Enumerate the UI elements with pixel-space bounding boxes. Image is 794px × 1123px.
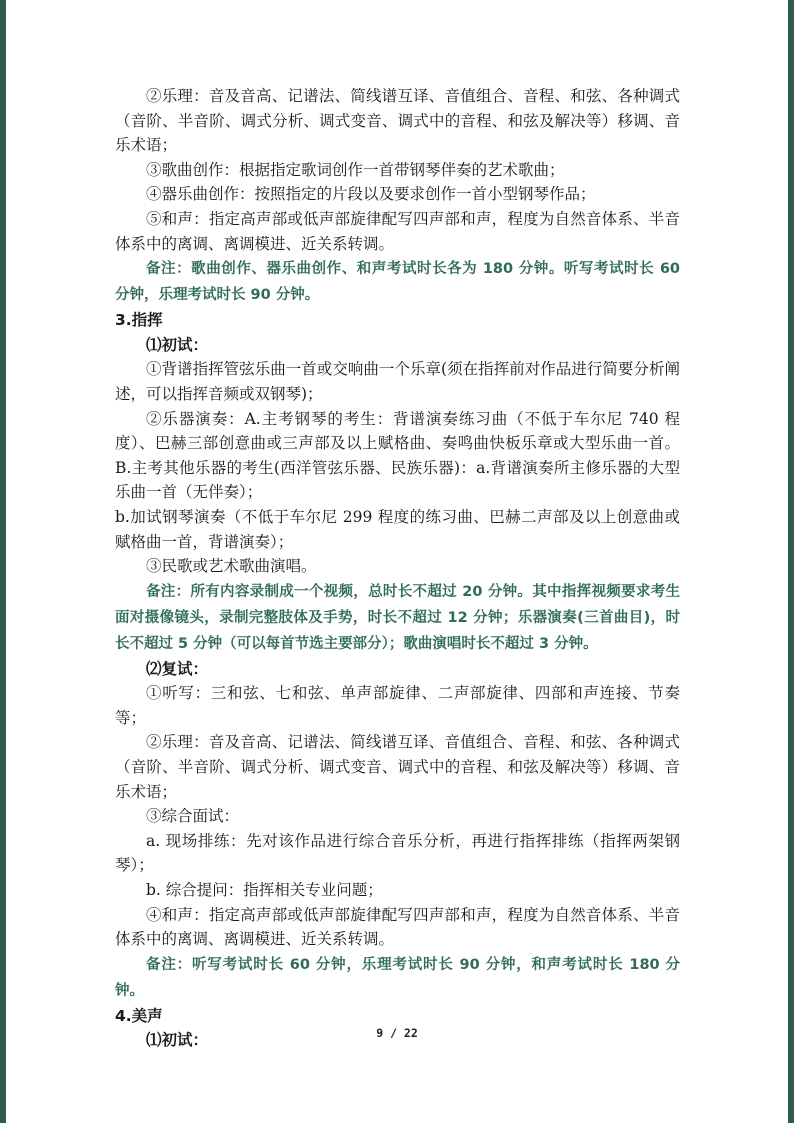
paragraph-music-theory: ②乐理：音及音高、记谱法、简线谱互译、音值组合、音程、和弦、各种调式（音阶、半音阶、调式分析、调式变音、调式中的音程、和弦及解决等）移调、音乐术语； bbox=[115, 87, 680, 155]
paragraph-rehearsal: a. 现场排练：先对该作品进行综合音乐分析，再进行指挥排练（指挥两架钢琴）； bbox=[115, 831, 680, 875]
page-border-right bbox=[788, 0, 794, 1123]
paragraph-folk-song: ③民歌或艺术歌曲演唱。 bbox=[146, 557, 317, 576]
note-video-recording: 备注：所有内容录制成一个视频，总时长不超过 20 分钟。其中指挥视频要求考生面对摄像镜头，录制完整肢体及手势，时长不超过 12 分钟；乐器演奏(三首曲目)，时长不超过 5 分钟（可以每首节选主要部分）；歌曲演唱时长不超过 3 分钟。 bbox=[115, 583, 680, 652]
paragraph-harmony: ⑤和声：指定高声部或低声部旋律配写四声部和声，程度为自然音体系、半音体系中的离调、离调模进、近关系转调。 bbox=[115, 209, 680, 253]
note-retest-duration: 备注：听写考试时长 60 分钟，乐理考试时长 90 分钟，和声考试时长 180 分钟。 bbox=[115, 956, 680, 999]
paragraph-conducting-item: ①背谱指挥管弦乐曲一首或交响曲一个乐章(须在指挥前对作品进行简要分析阐述，可以指挥音频或双钢琴)； bbox=[115, 360, 680, 403]
subheading-preliminary-2: ⑴初试： bbox=[146, 1031, 209, 1050]
page-number: 9 / 22 bbox=[376, 1026, 418, 1040]
document-page bbox=[115, 84, 680, 1053]
paragraph-music-theory-retest: ②乐理：音及音高、记谱法、简线谱互译、音值组合、音程、和弦、各种调式（音阶、半音阶、调式分析、调式变音、调式中的音程、和弦及解决等）移调、音乐术语； bbox=[115, 733, 680, 801]
paragraph-song-composition: ③歌曲创作：根据指定歌词创作一首带钢琴伴奏的艺术歌曲； bbox=[146, 160, 565, 179]
paragraph-interview: ③综合面试： bbox=[146, 807, 240, 826]
page-border-left bbox=[0, 0, 6, 1123]
paragraph-instrumental-composition: ④器乐曲创作：按照指定的片段以及要求创作一首小型钢琴作品； bbox=[146, 185, 596, 204]
section-heading-bel-canto: 4.美声 bbox=[115, 1006, 163, 1025]
paragraph-dictation: ①听写：三和弦、七和弦、单声部旋律、二声部旋律、四部和声连接、节奏等； bbox=[115, 684, 680, 727]
paragraph-instrument-performance: ②乐器演奏：A.主考钢琴的考生：背谱演奏练习曲（不低于车尔尼 740 程度）、巴赫三部创意曲或三声部及以上赋格曲、奏鸣曲快板乐章或大型乐曲一首。B.主考其他乐器的考生(西洋管弦乐器、民族乐器)：a.背谱演奏所主修乐器的大型乐曲一首（无伴奏）； bbox=[115, 409, 680, 502]
paragraph-questions: b. 综合提问：指挥相关专业问题； bbox=[146, 881, 383, 900]
paragraph-harmony-retest: ④和声：指定高声部或低声部旋律配写四声部和声，程度为自然音体系、半音体系中的离调、离调模进、近关系转调。 bbox=[115, 905, 680, 949]
paragraph-piano-extra: b.加试钢琴演奏（不低于车尔尼 299 程度的练习曲、巴赫二声部及以上创意曲或赋格曲一首，背谱演奏）； bbox=[115, 507, 680, 551]
subheading-retest: ⑵复试： bbox=[146, 659, 209, 678]
section-heading-conducting: 3.指挥 bbox=[115, 311, 163, 330]
note-exam-duration: 备注：歌曲创作、器乐曲创作、和声考试时长各为 180 分钟。听写考试时长 60 分钟，乐理考试时长 90 分钟。 bbox=[115, 261, 680, 304]
subheading-preliminary: ⑴初试： bbox=[146, 335, 209, 354]
